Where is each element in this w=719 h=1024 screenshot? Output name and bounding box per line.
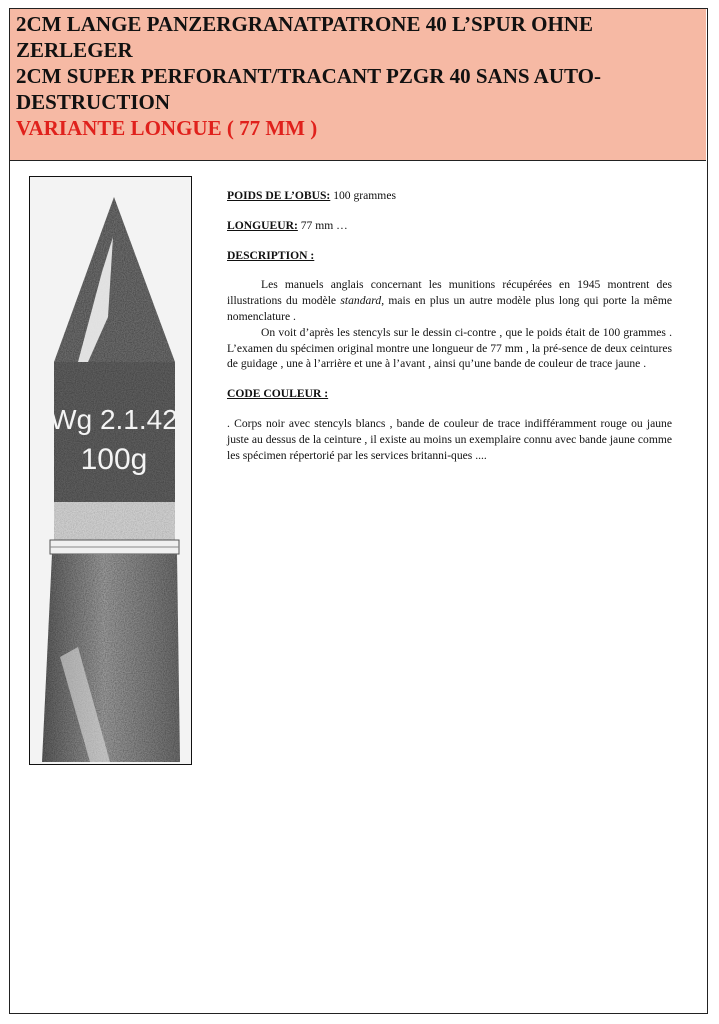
length-row (227, 218, 672, 234)
title-line-3: 2CM SUPER PERFORANT/TRACANT PZGR 40 SANS AUTO- (16, 64, 601, 88)
weight-row (227, 188, 672, 204)
length-label: LONGUEUR: (227, 218, 298, 232)
color-code-heading: CODE COULEUR : (227, 387, 329, 401)
description-paragraph-1: Les manuels anglais concernant les munitions récupérées en 1945 montrent des illustrations du modèle standard, mais en plus un autre modèle plus long qui porte la même nomenclature . (227, 278, 672, 323)
weight-value: 100 grammes (330, 189, 396, 202)
color-code-paragraph: . Corps noir avec stencyls blancs , bande de couleur de trace indifféramment rouge ou jaune juste au dessus de la ceinture , il existe au moins un exemplaire connu avec bande jaune comme les spécimen répertorié par les services britanni-ques .... (227, 416, 672, 462)
weight-label: POIDS DE L’OBUS: (227, 189, 331, 202)
stencil-line-1: Wg 2.1.42 (50, 404, 178, 435)
projectile-photo (29, 176, 192, 765)
description-block (227, 188, 672, 463)
title-line-4: DESTRUCTION (16, 90, 171, 114)
length-value: 77 mm … (297, 218, 348, 232)
title-line-1: 2CM LANGE PANZERGRANATPATRONE 40 L’SPUR OHNE (16, 12, 593, 36)
variant-subtitle: VARIANTE LONGUE ( 77 MM ) (16, 116, 318, 140)
stencil-line-2: 100g (80, 443, 148, 476)
title-header (10, 9, 706, 161)
title-line-2: ZERLEGER (16, 38, 133, 62)
description-paragraph-2: On voit d’après les stencyls sur le dessin ci-contre , que le poids était de 100 grammes . L’examen du spécimen original montre une longueur de 77 mm , la pré-sence de deux ceintures de guidage , une à l’arrière et une à l’avant , ainsi qu’une bande de couleur de trace jaune . (227, 325, 672, 371)
description-heading: DESCRIPTION : (227, 248, 315, 262)
